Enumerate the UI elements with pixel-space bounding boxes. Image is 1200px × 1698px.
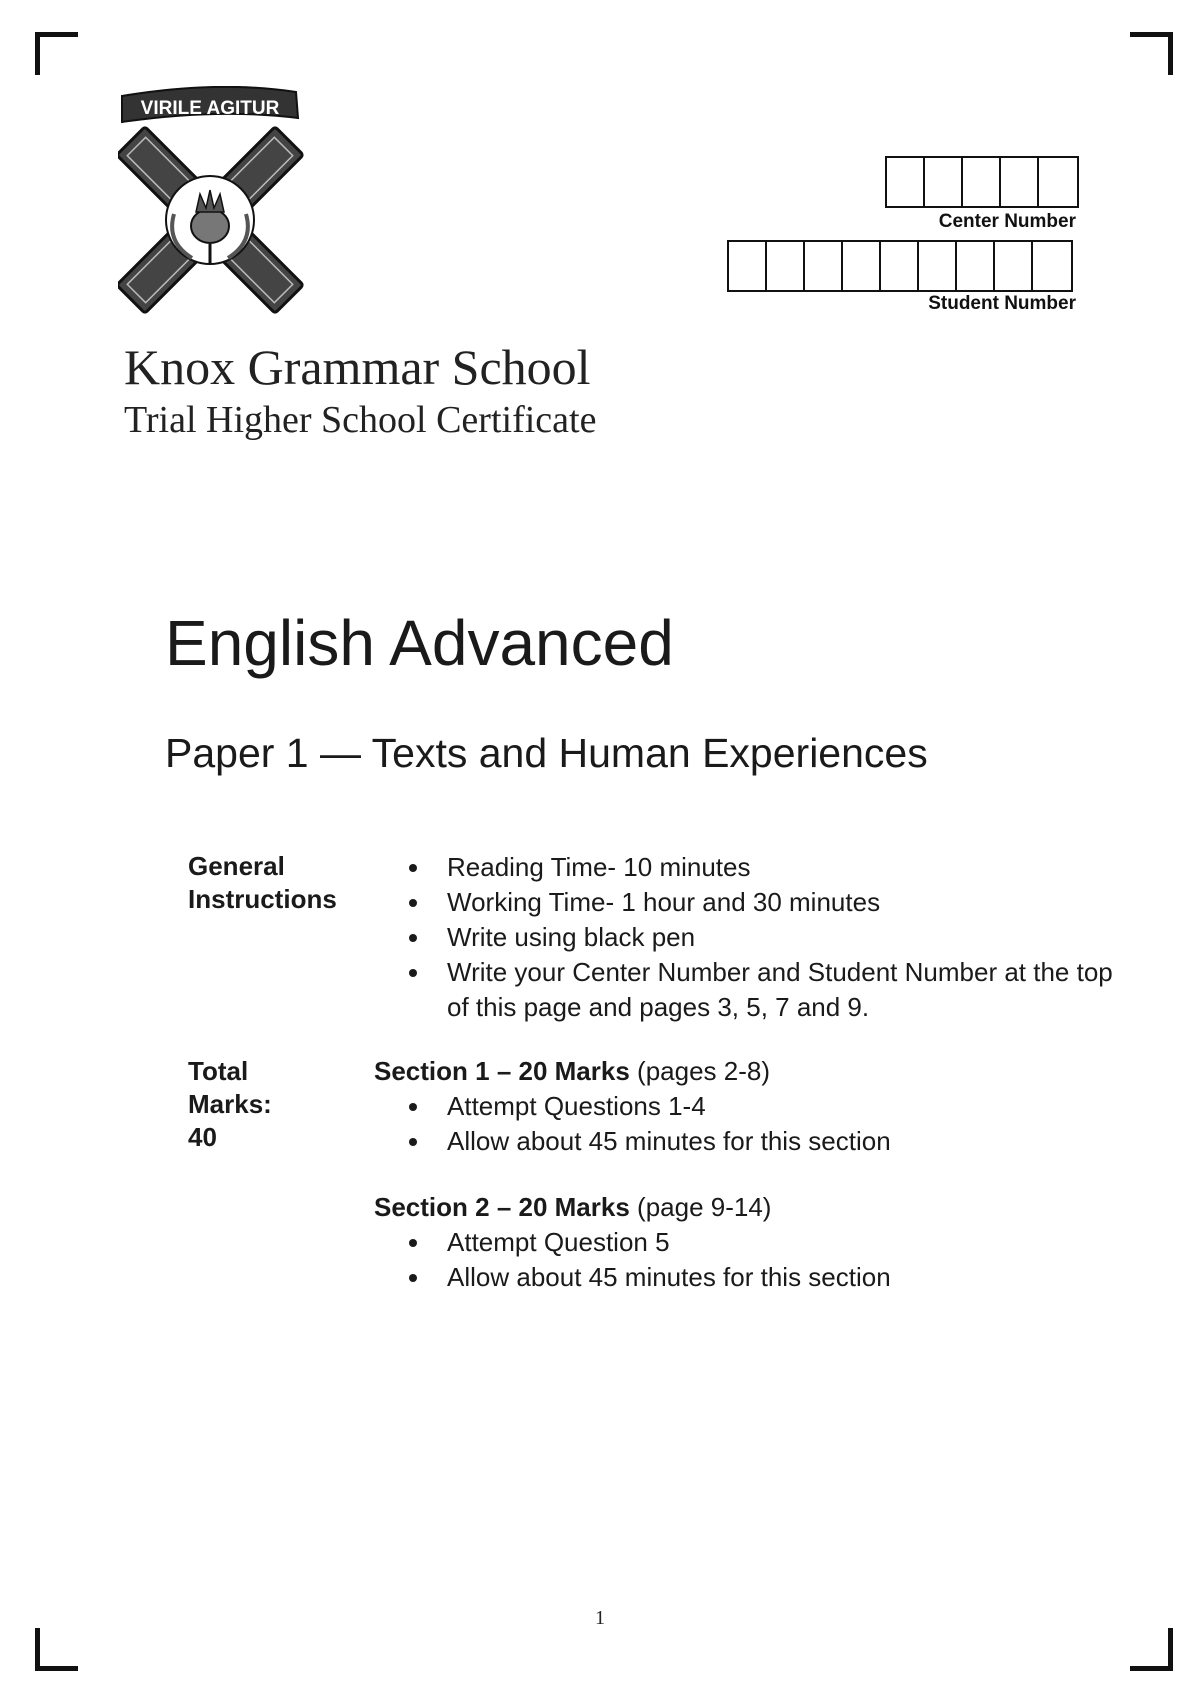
section-1-pages: (pages 2-8) xyxy=(629,1056,770,1086)
total-marks-label-line: Marks: xyxy=(188,1089,272,1119)
student-number-cell[interactable] xyxy=(729,242,767,290)
instruction-text: Write using black pen xyxy=(447,922,696,952)
list-item xyxy=(447,955,1127,1025)
student-number-cell[interactable] xyxy=(1033,242,1071,290)
bullet-icon xyxy=(409,969,417,977)
student-number-cell[interactable] xyxy=(843,242,881,290)
student-number-cell[interactable] xyxy=(957,242,995,290)
general-instructions-list xyxy=(447,850,1127,1025)
center-number-cell[interactable] xyxy=(963,158,1001,206)
total-marks-value: 40 xyxy=(188,1122,217,1152)
student-number-boxes[interactable] xyxy=(727,240,1073,292)
list-item xyxy=(447,885,1127,920)
section-instruction-text: Allow about 45 minutes for this section xyxy=(447,1126,891,1156)
bullet-icon xyxy=(409,1239,417,1247)
bullet-icon xyxy=(409,1103,417,1111)
section-1-marks: Section 1 – 20 Marks xyxy=(374,1056,630,1086)
list-item xyxy=(447,1089,1127,1124)
section-1-list xyxy=(447,1089,1127,1159)
student-number-cell[interactable] xyxy=(767,242,805,290)
exam-name: Trial Higher School Certificate xyxy=(124,399,597,441)
section-2-pages: (page 9-14) xyxy=(629,1192,772,1222)
section-instruction-text: Allow about 45 minutes for this section xyxy=(447,1262,891,1292)
student-number-cell[interactable] xyxy=(881,242,919,290)
bullet-icon xyxy=(409,1138,417,1146)
center-number-cell[interactable] xyxy=(925,158,963,206)
student-number-label: Student Number xyxy=(928,293,1076,314)
general-instructions-label xyxy=(188,850,368,916)
section-instruction-text: Attempt Questions 1-4 xyxy=(447,1091,706,1121)
bullet-icon xyxy=(409,899,417,907)
section-2-list xyxy=(447,1225,1127,1295)
list-item xyxy=(447,1124,1127,1159)
bullet-icon xyxy=(409,864,417,872)
center-number-cell[interactable] xyxy=(887,158,925,206)
list-item xyxy=(447,1225,1127,1260)
school-crest-logo xyxy=(118,86,318,316)
center-number-boxes[interactable] xyxy=(885,156,1079,208)
page-number: 1 xyxy=(595,1607,605,1629)
instruction-text: Write your Center Number and Student Number at the top of this page and pages 3, 5, 7 and 9. xyxy=(447,957,1113,1022)
list-item xyxy=(447,1260,1127,1295)
bullet-icon xyxy=(409,934,417,942)
section-2-heading xyxy=(374,1190,771,1225)
corner-mark-top-right xyxy=(1130,32,1173,75)
student-number-cell[interactable] xyxy=(805,242,843,290)
list-item xyxy=(447,920,1127,955)
bullet-icon xyxy=(409,1274,417,1282)
crest-motto: VIRILE AGITUR xyxy=(140,98,280,119)
corner-mark-top-left xyxy=(35,32,78,75)
student-number-cell[interactable] xyxy=(919,242,957,290)
total-marks-label-line: Total xyxy=(188,1056,249,1086)
section-2-marks: Section 2 – 20 Marks xyxy=(374,1192,630,1222)
general-instructions-label-line: General xyxy=(188,851,285,881)
instruction-text: Reading Time- 10 minutes xyxy=(447,852,751,882)
instruction-text: Working Time- 1 hour and 30 minutes xyxy=(447,887,881,917)
list-item xyxy=(447,850,1127,885)
student-number-cell[interactable] xyxy=(995,242,1033,290)
subject-title: English Advanced xyxy=(165,607,674,679)
general-instructions-label-line: Instructions xyxy=(188,884,337,914)
school-name: Knox Grammar School xyxy=(124,339,591,395)
corner-mark-bottom-right xyxy=(1130,1628,1173,1671)
center-number-cell[interactable] xyxy=(1039,158,1077,206)
section-instruction-text: Attempt Question 5 xyxy=(447,1227,670,1257)
center-number-label: Center Number xyxy=(938,211,1076,232)
center-number-cell[interactable] xyxy=(1001,158,1039,206)
corner-mark-bottom-left xyxy=(35,1628,78,1671)
total-marks-label xyxy=(188,1055,338,1154)
section-1-heading xyxy=(374,1054,770,1089)
paper-title: Paper 1 — Texts and Human Experiences xyxy=(165,730,928,776)
